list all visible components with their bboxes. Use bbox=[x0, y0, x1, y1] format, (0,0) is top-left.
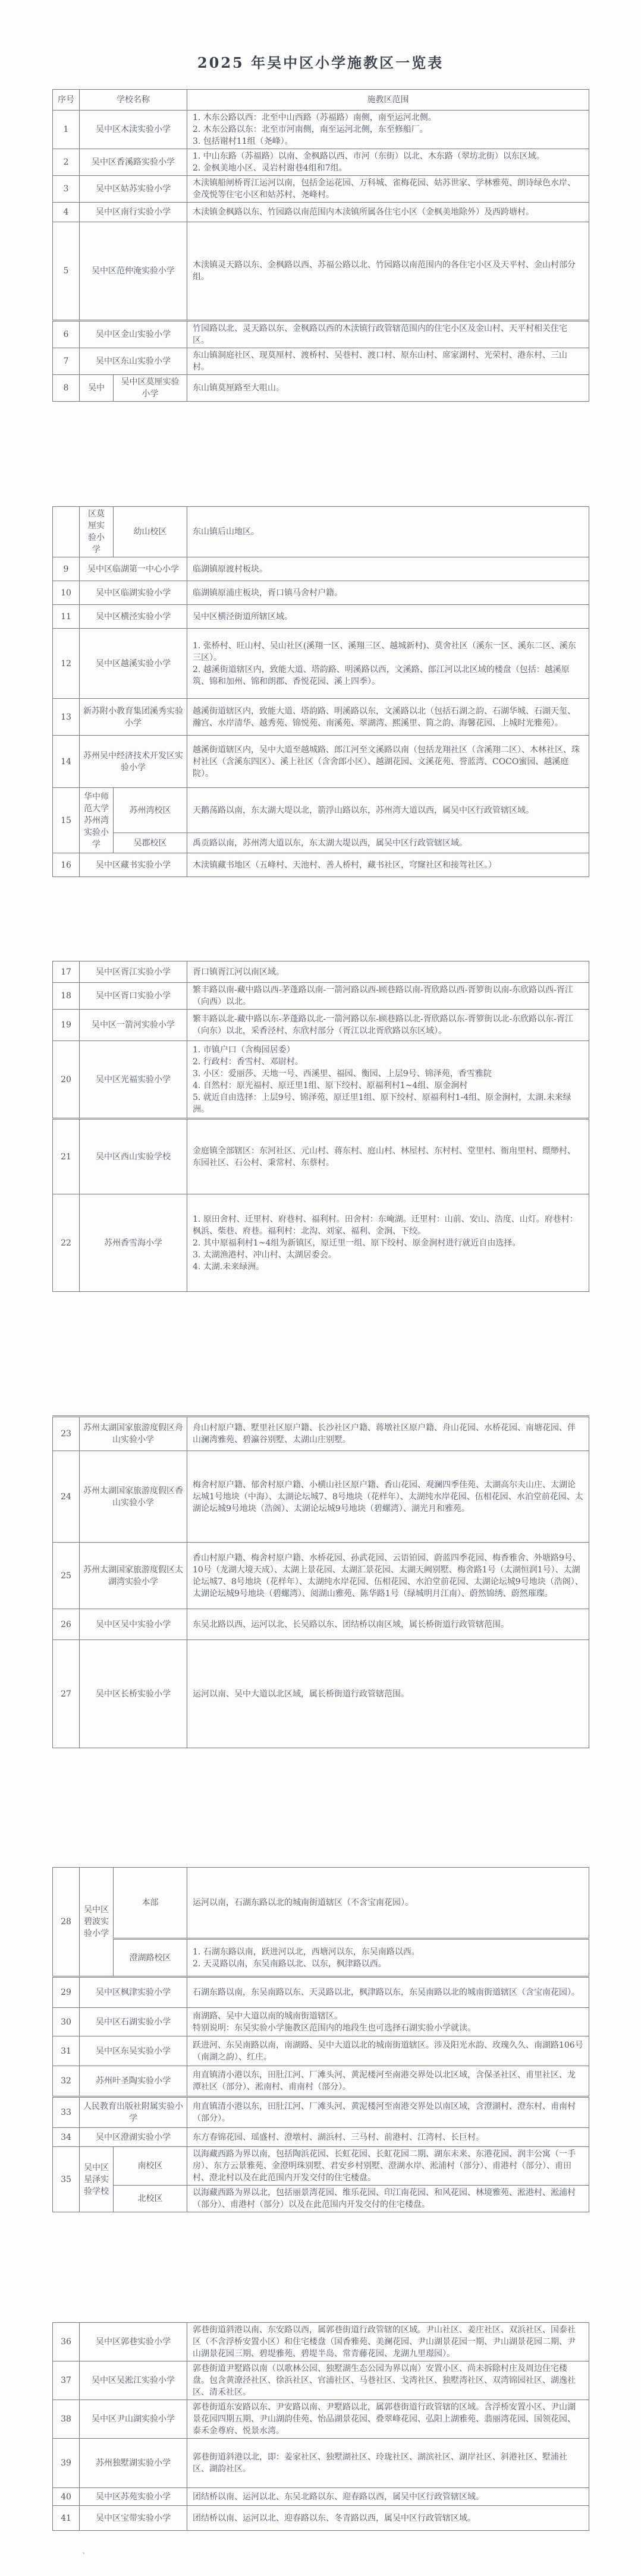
cell-school: 吴中区临湖实验小学 bbox=[80, 581, 187, 605]
cell-no: 37 bbox=[53, 2361, 80, 2400]
cell-campus: 本部 bbox=[114, 1868, 187, 1939]
cell-range: 东方春锦花园、瑶盛村、澄墩村、湖浜村、三马村、前港村、江湾村、长巨村。 bbox=[187, 2128, 589, 2147]
cell-range: 郭巷街道斜港以北，即：姜家社区、独墅湖社区、玲珑社区、湖滨社区、湖岸社区、斜港社区、墅浦社区、湖韵社区。 bbox=[187, 2439, 589, 2488]
cell-school: 吴中区光福实验小学 bbox=[80, 1041, 187, 1119]
cell-no: 7 bbox=[53, 348, 80, 375]
table-row bbox=[53, 375, 589, 402]
cell-school: 苏州太湖国家旅游度假区舟山实验小学 bbox=[80, 1417, 187, 1451]
cell-range: 禹贡路以南，苏州湾大道以东，东太湖大堤以西，属吴中区行政管辖区域。 bbox=[187, 833, 589, 853]
cell-range: 木渎镇藏书地区（五峰村、天池村、善人桥村，藏书社区，穹窿社区和接驾社区。） bbox=[187, 853, 589, 877]
cell-no: 5 bbox=[53, 222, 80, 321]
cell-no: 24 bbox=[53, 1451, 80, 1543]
cell-range: 金庭镇全部辖区：东河社区、元山村、蒋东村、庭山村、林屋村、东村村、堂里村、衙甪里村、缥缈村、东园社区、石公村、秉常村、东蔡村。 bbox=[187, 1119, 589, 1194]
cell-range: 跃进河、东吴南路以南，南湖路、吴中大道以北的城南街道辖区。涉及阳光水韵、玫瑰久久、南湖路106号（南湖之韵）、红庄。 bbox=[187, 2036, 589, 2066]
cell-no: 8 bbox=[53, 375, 80, 402]
cell-campus: 澄湖路校区 bbox=[114, 1939, 187, 1977]
cell-school: 吴中区胥口实验小学 bbox=[80, 983, 187, 1010]
table-row bbox=[53, 1939, 589, 1977]
table-row bbox=[53, 1609, 589, 1640]
table-row bbox=[53, 1977, 589, 2008]
table-row bbox=[53, 2400, 589, 2439]
table-row bbox=[53, 983, 589, 1010]
table-row bbox=[53, 1041, 589, 1119]
cell-range: 梅舍村原户籍、郁舍村原户籍、小横山社区原户籍、香山花园、观澜四季佳苑、太湖高尔夫山庄、太湖论坛城1号地块（中海）、太湖论坛城7、8号地块（花样年）、太湖纯水岸花园、伍相花园、水泊堂前花园、太湖论坛城9号地块（浩阁）、太湖论坛城9号地块（碧螺湾）、湖光月和雅苑。 bbox=[187, 1451, 589, 1543]
cell-no: 13 bbox=[53, 699, 80, 736]
cell-campus: 吴中区莫厘实验小学 bbox=[114, 375, 187, 402]
cell-no: 35 bbox=[53, 2147, 80, 2212]
table-row bbox=[53, 1640, 589, 1748]
school-zone-table bbox=[52, 1415, 589, 1748]
cell-no: 34 bbox=[53, 2128, 80, 2147]
cell-campus: 苏州湾校区 bbox=[114, 788, 187, 833]
cell-no: 10 bbox=[53, 581, 80, 605]
cell-school: 吴中区南行实验小学 bbox=[80, 203, 187, 222]
table-row bbox=[53, 1868, 589, 1939]
cell-school: 吴中区吴淞江实验小学 bbox=[80, 2361, 187, 2400]
cell-school: 吴中区一箭河实验小学 bbox=[80, 1010, 187, 1041]
school-zone-table bbox=[52, 2322, 589, 2531]
cell-no: 40 bbox=[53, 2488, 80, 2506]
cell-range: 木渎镇灵天路以东、金枫路以西、苏福公路以北、竹园路以南范围内的各住宅小区及天平村、金山村部分组。 bbox=[187, 222, 589, 321]
cell-range: 繁丰路以北-藏中路以东-茅蓬路以北-一箭河路以东-顾巷路以北-胥欣路以东-胥箩街以北-东欣路以东-胥江（向东）以北，采香泾村、东欣村部分（胥江以北胥欣路以东区域）。 bbox=[187, 1010, 589, 1041]
cell-school: 吴中区横泾实验小学 bbox=[80, 605, 187, 629]
table-row bbox=[53, 605, 589, 629]
cell-range: 舟山村原户籍、墅里社区原户籍、长沙社区户籍、蒋墩社区原户籍、舟山花园、水桥花园、南塘花园、伴山澜湾雅苑、碧瀛谷别墅、太湖山庄别墅。 bbox=[187, 1417, 589, 1451]
cell-no: 28 bbox=[53, 1868, 80, 1977]
cell-campus: 吴郡校区 bbox=[114, 833, 187, 853]
table-row bbox=[53, 629, 589, 699]
cell-no: 26 bbox=[53, 1609, 80, 1640]
table-row bbox=[53, 90, 589, 111]
cell-no: 23 bbox=[53, 1417, 80, 1451]
table-row bbox=[53, 111, 589, 149]
table-row bbox=[53, 2036, 589, 2066]
cell-range: 1. 市镇户口（含梅园居委） 2. 行政村：香雪村、邓尉村。 3. 小区：爱丽莎、天地一号、西溪里、福园、衡园、上层9号、锦泽苑，香雪雅院 4. 自然村：原光福村、原迁里1组、原下绞村、原福利村1~4组、原金涧村 5. 就近自由选择：上层9号、锦泽苑、原迁里1组、原下绞村、原福利村1-4组、原金涧村，太湖.未来绿洲。 bbox=[187, 1041, 589, 1119]
table-row bbox=[53, 2147, 589, 2186]
cell-name: 吴中区 星泽实 验学校 bbox=[80, 2147, 114, 2212]
cell-school: 吴中区临湖第一中心小学 bbox=[80, 557, 187, 581]
cell-school: 苏州吴中经济技术开发区实验小学 bbox=[80, 736, 187, 788]
cell-range: 1. 张桥村、旺山村、吴山社区(溪翔一区、溪翔三区、越城新村)、莫舍社区（溪东一区、溪东二区、溪东三区）。 2. 越溪街道辖区内，致能大道、塔韵路、明溪路以西，文溪路、郎江河以北区域的楼盘（包括：越溪原筑、锦和加州、锦和朗郡、香悦花园、溪上四季）。 bbox=[187, 629, 589, 699]
table-row bbox=[53, 581, 589, 605]
cell-no: 38 bbox=[53, 2400, 80, 2439]
cell-range: 1. 中山东路（苏福路）以南、金枫路以西、市河（东街）以北、木东路（翠坊北街）以东区域。 2. 金枫美地小区、灵岩村谢巷4组和7组。 bbox=[187, 149, 589, 176]
cell-range: 东吴北路以西、运河以北、长吴路以东、团结桥以南区域，属长桥街道行政管辖范围。 bbox=[187, 1609, 589, 1640]
cell-no: 12 bbox=[53, 629, 80, 699]
cell-no: 16 bbox=[53, 853, 80, 877]
cell-no: 1 bbox=[53, 111, 80, 149]
cell-range: 施教区范围 bbox=[187, 90, 589, 111]
table-row bbox=[53, 2097, 589, 2128]
cell-no: 17 bbox=[53, 961, 80, 983]
cell-range: 郭巷街道斜港以南、东安路以西，属郭巷街道行政管辖的区域。尹山社区、姜庄社区、双浜社区、国泰社区（不含浮桥安置小区）和住宅楼盘（国香雅苑、美澜花园、尹山湖景花园一期、尹山湖景花园二期、尹山湖景花园三期、碧堤雅苑、碧堤半岛、常青藤花园、龙湖九里璟园）。 bbox=[187, 2323, 589, 2361]
cell-range: 吴中区横泾街道所辖区域。 bbox=[187, 605, 589, 629]
cell-school: 人民教育出版社附属实验小学 bbox=[80, 2097, 187, 2128]
table-row bbox=[53, 2439, 589, 2488]
cell-range: 东山镇后山地区。 bbox=[187, 507, 589, 557]
cell-range: 1. 石湖东路以南，跃进河以北，西塘河以东，东吴南路以西。 2. 天灵路以南，东吴南路以北、以东，枫津路以西。 bbox=[187, 1939, 589, 1977]
cell-name: 吴中区 碧波实 验小学 bbox=[80, 1868, 114, 1977]
cell-no: 3 bbox=[53, 176, 80, 203]
page-title: 2025 年吴中区小学施教区一览表 bbox=[197, 54, 444, 71]
cell-no: 19 bbox=[53, 1010, 80, 1041]
cell-no: 4 bbox=[53, 203, 80, 222]
cell-no: 15 bbox=[53, 788, 80, 853]
table-row bbox=[53, 321, 589, 348]
cell-range: 东山镇莫厘路至大咀山。 bbox=[187, 375, 589, 402]
cell-range: 运河以南、吴中大道以北区域，属长桥街道行政管辖范围。 bbox=[187, 1640, 589, 1748]
cell-school: 吴中区澄湖实验小学 bbox=[80, 2128, 187, 2147]
cell-no: 序号 bbox=[53, 90, 80, 111]
cell-school: 吴中区东山实验小学 bbox=[80, 348, 187, 375]
cell-range: 以海藏西路为界以南，包括陶浜花园、长虹花园、长虹花园二期、湖东未来、东港花园、润丰公寓（一手房）、东方云景雅苑、金澄明珠别墅、君安乡村别墅、澄湖水岸、淞浦村（部分）、甫港村（部分）、甫田村、澄北村以及在此范围内开发交付的住宅楼盘。 bbox=[187, 2147, 589, 2186]
cell-school: 吴中区姑苏实验小学 bbox=[80, 176, 187, 203]
cell-school: 吴中区范仲淹实验小学 bbox=[80, 222, 187, 321]
cell-school: 苏州独墅湖实验小学 bbox=[80, 2439, 187, 2488]
cell-school: 吴中区石湖实验小学 bbox=[80, 2008, 187, 2036]
cell-school: 吴中区西山实验学校 bbox=[80, 1119, 187, 1194]
cell-range: 天鹅荡路以南，东太湖大堤以北，箭浮山路以东，苏州湾大道以西，属吴中区行政管辖区域。 bbox=[187, 788, 589, 833]
table-row bbox=[53, 1010, 589, 1041]
cell-range: 临湖镇原渡村板块。 bbox=[187, 557, 589, 581]
cell-school: 吴中区尹山湖实验小学 bbox=[80, 2400, 187, 2439]
cell-range: 香山村原户籍、梅舍村原户籍、水桥花园、孙武花园、云语铂园、蔚蓝四季花园、梅香雅舍、外塘路9号、10号（龙湖大境天成）、太湖上景花园、太湖汇景花园、太湖天阙别墅、梅舍路1号（太湖恒润1号）、太湖论坛城7、8号地块（花样年）、太湖纯水岸花园、伍相花园、水泊堂前花园、太湖论坛城9号地块（浩阁）、太湖论坛城9号地块（碧螺湾）、阅湖山雅苑、陈华路1号（绿城明月江南）、蔚然锦绣、蔚然璀璨。 bbox=[187, 1543, 589, 1609]
cell-range: 郭巷街道东安路以东、尹安路以南、尹墅路以北，属郭巷街道行政管辖的区域。含浮桥安置小区、尹山湖景花园四期五期、尹山湖韵佳苑、怡品湖景花园、叠翠峰花园、弘阳上湖雅苑、翡丽湾花园、国领花园、泰禾金尊府、悦景水湾。 bbox=[187, 2400, 589, 2439]
table-row bbox=[53, 2361, 589, 2400]
school-zone-table bbox=[52, 1867, 589, 2212]
cell-no: 20 bbox=[53, 1041, 80, 1119]
cell-campus: 幼山校区 bbox=[114, 507, 187, 557]
cell-no: 2 bbox=[53, 149, 80, 176]
cell-school: 吴中区木渎实验小学 bbox=[80, 111, 187, 149]
cell-school: 苏州叶圣陶实验小学 bbox=[80, 2066, 187, 2097]
cell-range: 胥口镇胥江河以南区域。 bbox=[187, 961, 589, 983]
cell-school: 吴中区东吴实验小学 bbox=[80, 2036, 187, 2066]
school-zone-table bbox=[52, 89, 589, 402]
table-row bbox=[53, 788, 589, 833]
table-row bbox=[53, 833, 589, 853]
table-row bbox=[53, 1451, 589, 1543]
cell-school: 苏州香雪海小学 bbox=[80, 1194, 187, 1292]
cell-school: 吴中区胥江实验小学 bbox=[80, 961, 187, 983]
cell-range: 木渎镇船闸桥胥江运河以南，包括金运花园、万科城、雀梅花园、姑苏世家、学林雅苑、朗诗绿色水岸、金茂悦等住宅小区和姑苏村、尧峰村。 bbox=[187, 176, 589, 203]
table-row bbox=[53, 222, 589, 321]
table-row bbox=[53, 149, 589, 176]
cell-no: 30 bbox=[53, 2008, 80, 2036]
table-row bbox=[53, 2008, 589, 2036]
table-page-5 bbox=[52, 1867, 589, 2212]
table-row bbox=[53, 1543, 589, 1609]
cell-no: 11 bbox=[53, 605, 80, 629]
cell-no: 18 bbox=[53, 983, 80, 1010]
cell-school: 吴中区枫津实验小学 bbox=[80, 1977, 187, 2008]
cell-range: 南湖路、吴中大道以南的城南街道辖区。 特别说明：东吴实验小学施教区范围内的地段生也可选择石湖实验小学就读。 bbox=[187, 2008, 589, 2036]
cell-school: 吴中区郭巷实验小学 bbox=[80, 2323, 187, 2361]
table-row bbox=[53, 2506, 589, 2531]
cell-range: 越溪街道辖区内，致能大道、塔韵路、明溪路以东，文溪路以北（包括石湖之韵、石湖华城、石湖天玺、瀚宫、水岸清华、越秀苑、锦悦苑、南溪苑、翠湖湾、熙溪里、简之韵、海馨花园、上城时光雅苑）。 bbox=[187, 699, 589, 736]
cell-range: 团结桥以南、运河以北、迎春路以东、冬青路以西，属吴中区行政管辖区域。 bbox=[187, 2506, 589, 2531]
cell-name: 吴中 bbox=[80, 375, 114, 402]
cell-range: 木渎镇金枫路以东、竹园路以南范围内木渎镇所属各住宅小区（金枫美地除外）及西跨塘村。 bbox=[187, 203, 589, 222]
cell-school: 学校名称 bbox=[80, 90, 187, 111]
cell-range: 甪直镇清小港以东，田肚江河、厂滩头河、黄泥楼河至南港交界处以北区域，含保圣社区、甫里社区、龙潭社区（部分）、淞南村、甫南村（部分）。 bbox=[187, 2066, 589, 2097]
cell-school: 吴中区吴中实验小学 bbox=[80, 1609, 187, 1640]
cell-no: 33 bbox=[53, 2097, 80, 2128]
table-row bbox=[53, 2066, 589, 2097]
table-row bbox=[53, 2488, 589, 2506]
cell-no: 36 bbox=[53, 2323, 80, 2361]
table-row bbox=[53, 1417, 589, 1451]
cell-school: 吴中区藏书实验小学 bbox=[80, 853, 187, 877]
cell-no: 22 bbox=[53, 1194, 80, 1292]
table-row bbox=[53, 961, 589, 983]
table-row bbox=[53, 1119, 589, 1194]
cell-range: 团结桥以南、运河以北、东吴北路以东、迎春路以西，属吴中区行政管辖区域。 bbox=[187, 2488, 589, 2506]
table-row bbox=[53, 1194, 589, 1292]
school-zone-table bbox=[52, 961, 589, 1292]
cell-school: 苏州太湖国家旅游度假区香山实验小学 bbox=[80, 1451, 187, 1543]
table-row bbox=[53, 557, 589, 581]
table-page-4 bbox=[52, 1415, 589, 1748]
cell-range: 1. 原田舍村、迁里村、府巷村、福利村。田舍村：东崦湖。迁里村：山前、安山、浩度、山灯。府巷村：枫浜、柴巷、府巷。福利村：北沟、刘家、福利、金涧、下绞。 2. 其中原福利村1~4组为新镇区，原迁里一组、原下绞村、原金涧村进行就近自由选择。 3. 太湖渔港村、冲山村、太湖居委会。 4. 太湖.未来绿洲。 bbox=[187, 1194, 589, 1292]
cell-range: 东山镇洞庭社区、现莫厘村、渡桥村、吴巷村、渡口村、原东山村、席家湖村、光荣村、港东村、三山村。 bbox=[187, 348, 589, 375]
cell-range: 繁丰路以南-藏中路以西-茅蓬路以南-一箭河路以西-顾巷路以南-胥欣路以西-胥箩街以南-东欣路以西-胥江（向西）以北。 bbox=[187, 983, 589, 1010]
cell-no: 32 bbox=[53, 2066, 80, 2097]
cell-range: 临湖镇原浦庄板块，胥口镇马舍村户籍。 bbox=[187, 581, 589, 605]
table-row bbox=[53, 2186, 589, 2212]
cell-name: 区莫 厘实 验小 学 bbox=[80, 507, 114, 557]
table-row bbox=[53, 176, 589, 203]
school-zone-table bbox=[52, 506, 589, 877]
table-page-2 bbox=[52, 506, 589, 877]
cell-no: 41 bbox=[53, 2506, 80, 2531]
cell-school: 吴中区苏苑实验小学 bbox=[80, 2488, 187, 2506]
cell-no: 39 bbox=[53, 2439, 80, 2488]
cell-campus: 南校区 bbox=[114, 2147, 187, 2186]
cell-school: 吴中区长桥实验小学 bbox=[80, 1640, 187, 1748]
cell-range: 石湖东路以南，东吴南路以东、天灵路以北，枫津路以东，东吴南路以北的城南街道辖区（含宝南花园）。 bbox=[187, 1977, 589, 2008]
scan-artifact: 、 bbox=[82, 2547, 90, 2556]
cell-school: 新苏附小教育集团溪秀实验小学 bbox=[80, 699, 187, 736]
table-row bbox=[53, 2128, 589, 2147]
cell-school: 吴中区宝带实验小学 bbox=[80, 2506, 187, 2531]
cell-school: 吴中区香溪路实验小学 bbox=[80, 149, 187, 176]
table-page-3 bbox=[52, 961, 589, 1292]
table-page-6 bbox=[52, 2322, 589, 2531]
cell-no: 29 bbox=[53, 1977, 80, 2008]
cell-school: 吴中区越溪实验小学 bbox=[80, 629, 187, 699]
cell-name: 华中师 范大学 苏州湾 实验小 学 bbox=[80, 788, 114, 853]
table-page-1 bbox=[52, 89, 589, 402]
cell-range: 以海藏西路为界以北，包括丽景湾花园、维乐花园、印江南花园、和风花园、林境雅苑、淞港村、淞浦村（部分）、甫港村（部分）以及在此范围内开发交付的住宅楼盘。 bbox=[187, 2186, 589, 2212]
cell-school: 吴中区金山实验小学 bbox=[80, 321, 187, 348]
table-row bbox=[53, 736, 589, 788]
cell-range: 越溪街道辖区内，吴中大道至越城路、郎江河至文溪路以南（包括龙翔社区（含溪翔二区）、木林社区、珠村社区（含溪东四区）、溪上社区（含舍郎小区）、越湖花园、文溪花苑、誉蓝湾、COCO蜜园、越溪庭院）。 bbox=[187, 736, 589, 788]
table-row bbox=[53, 203, 589, 222]
table-row bbox=[53, 348, 589, 375]
cell-no: 31 bbox=[53, 2036, 80, 2066]
cell-no: 6 bbox=[53, 321, 80, 348]
cell-range: 1. 木东公路以西：北至中山西路（苏福路）南侧，南至运河北侧。 2. 木东公路以东：北至市河南侧，南至运河北侧，东至修船厂。 3. 包括谢村11组（尧峰）。 bbox=[187, 111, 589, 149]
cell-no: 27 bbox=[53, 1640, 80, 1748]
cell-no: 21 bbox=[53, 1119, 80, 1194]
cell-no bbox=[53, 507, 80, 557]
cell-school: 苏州太湖国家旅游度假区太湖湾实验小学 bbox=[80, 1543, 187, 1609]
table-row bbox=[53, 699, 589, 736]
cell-no: 14 bbox=[53, 736, 80, 788]
cell-no: 9 bbox=[53, 557, 80, 581]
table-row bbox=[53, 853, 589, 877]
table-row bbox=[53, 2323, 589, 2361]
cell-range: 竹园路以北、灵天路以东、金枫路以西的木渎镇行政管辖范围内的住宅小区及金山村、天平村相关住宅区。 bbox=[187, 321, 589, 348]
cell-campus: 北校区 bbox=[114, 2186, 187, 2212]
cell-range: 甪直镇清小港以东，田肚江河、厂滩头河、黄泥楼河至南港交界处以南区域，含澄湖村、澄东村、甫南村（部分）。 bbox=[187, 2097, 589, 2128]
cell-no: 25 bbox=[53, 1543, 80, 1609]
table-row bbox=[53, 507, 589, 557]
cell-range: 郭巷街道尹墅路以南（以歌林公园、独墅湖生态公园为界以南）安置小区、尚未拆除村庄及周边住宅楼盘。包含黄潦泾社区、徐浜社区、官浦社区、马巷社区、戈湾社区、独墅湾社区、双湾锦园社区、湖逸社区、清禾社区。 bbox=[187, 2361, 589, 2400]
cell-range: 运河以南，石湖东路以北的城南街道辖区（不含宝南花园）。 bbox=[187, 1868, 589, 1939]
